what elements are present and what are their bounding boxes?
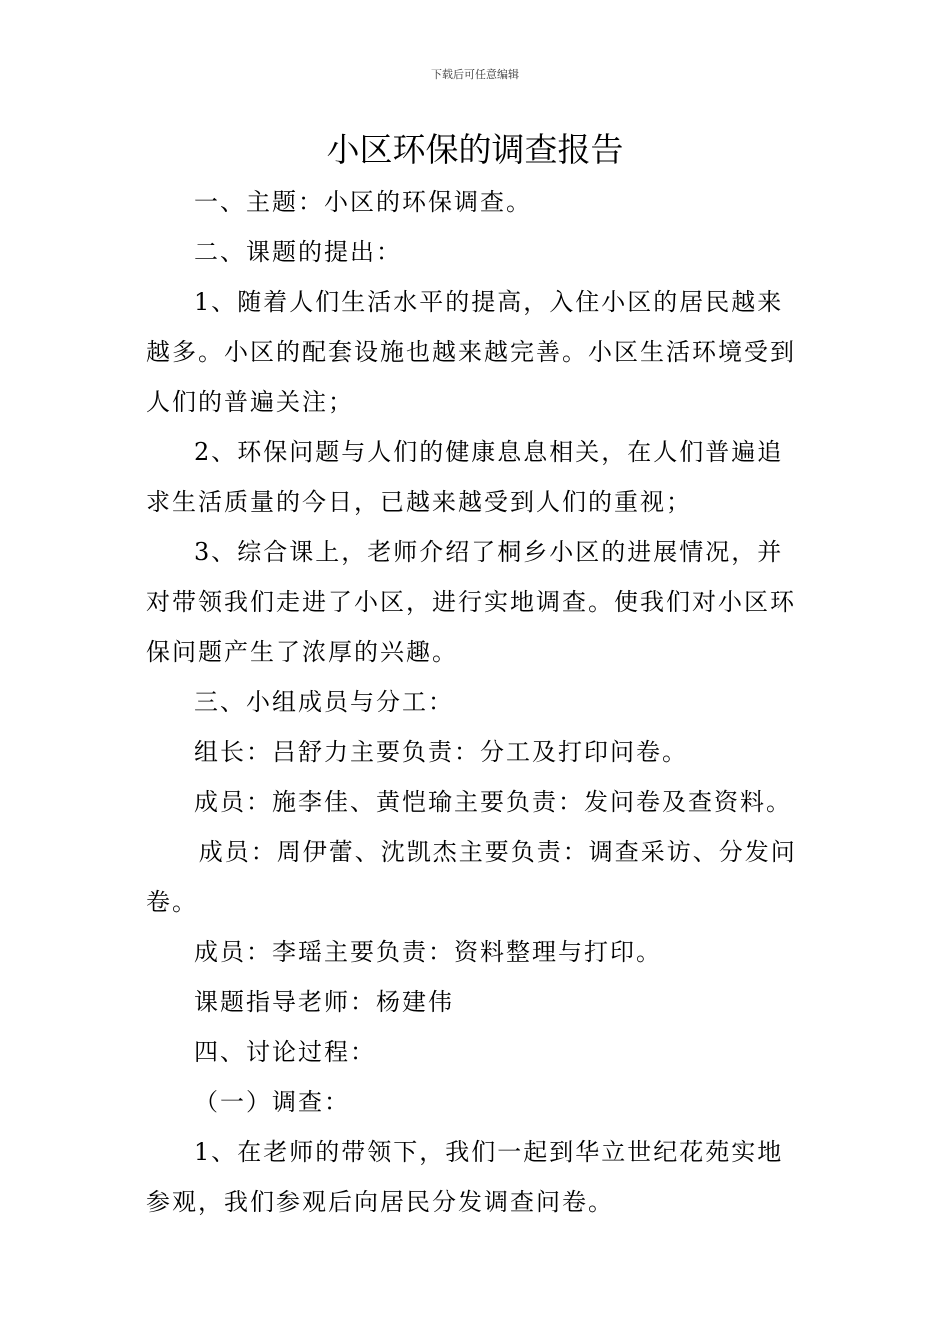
paragraph-member-3: 成员：李瑶主要负责：资料整理与打印。 <box>194 938 662 966</box>
document-title: 小区环保的调查报告 <box>326 130 624 169</box>
paragraph-reason-2: 2、环保问题与人们的健康息息相关，在人们普遍追求生活质量的今日，已越来越受到人们的重视； <box>146 438 784 516</box>
document-body <box>146 177 808 1227</box>
paragraph-survey-1: 1、在老师的带领下，我们一起到华立世纪花苑实地参观，我们参观后向居民分发调查问卷。 <box>146 1138 784 1216</box>
header-note: 下载后可任意编辑 <box>431 68 519 81</box>
paragraph-group-members: 三、小组成员与分工： <box>194 688 454 716</box>
paragraph-survey-heading: （一）调查： <box>194 1088 350 1116</box>
paragraph-member-1: 成员：施李佳、黄恺瑜主要负责：发问卷及查资料。 <box>194 788 792 816</box>
paragraph-process: 四、讨论过程： <box>194 1038 376 1066</box>
paragraph-topic: 一、主题：小区的环保调查。 <box>194 188 532 216</box>
paragraph-subject-raised: 二、课题的提出： <box>194 238 402 266</box>
paragraph-member-2: 成员：周伊蕾、沈凯杰主要负责：调查采访、分发问卷。 <box>146 838 797 916</box>
paragraph-leader: 组长：吕舒力主要负责：分工及打印问卷。 <box>194 738 688 766</box>
paragraph-reason-3: 3、综合课上，老师介绍了桐乡小区的进展情况，并对带领我们走进了小区，进行实地调查。使我们对小区环保问题产生了浓厚的兴趣。 <box>146 538 796 666</box>
paragraph-advisor: 课题指导老师：杨建伟 <box>194 988 454 1016</box>
paragraph-reason-1: 1、随着人们生活水平的提高，入住小区的居民越来越多。小区的配套设施也越来越完善。小区生活环境受到人们的普遍关注； <box>146 288 796 416</box>
